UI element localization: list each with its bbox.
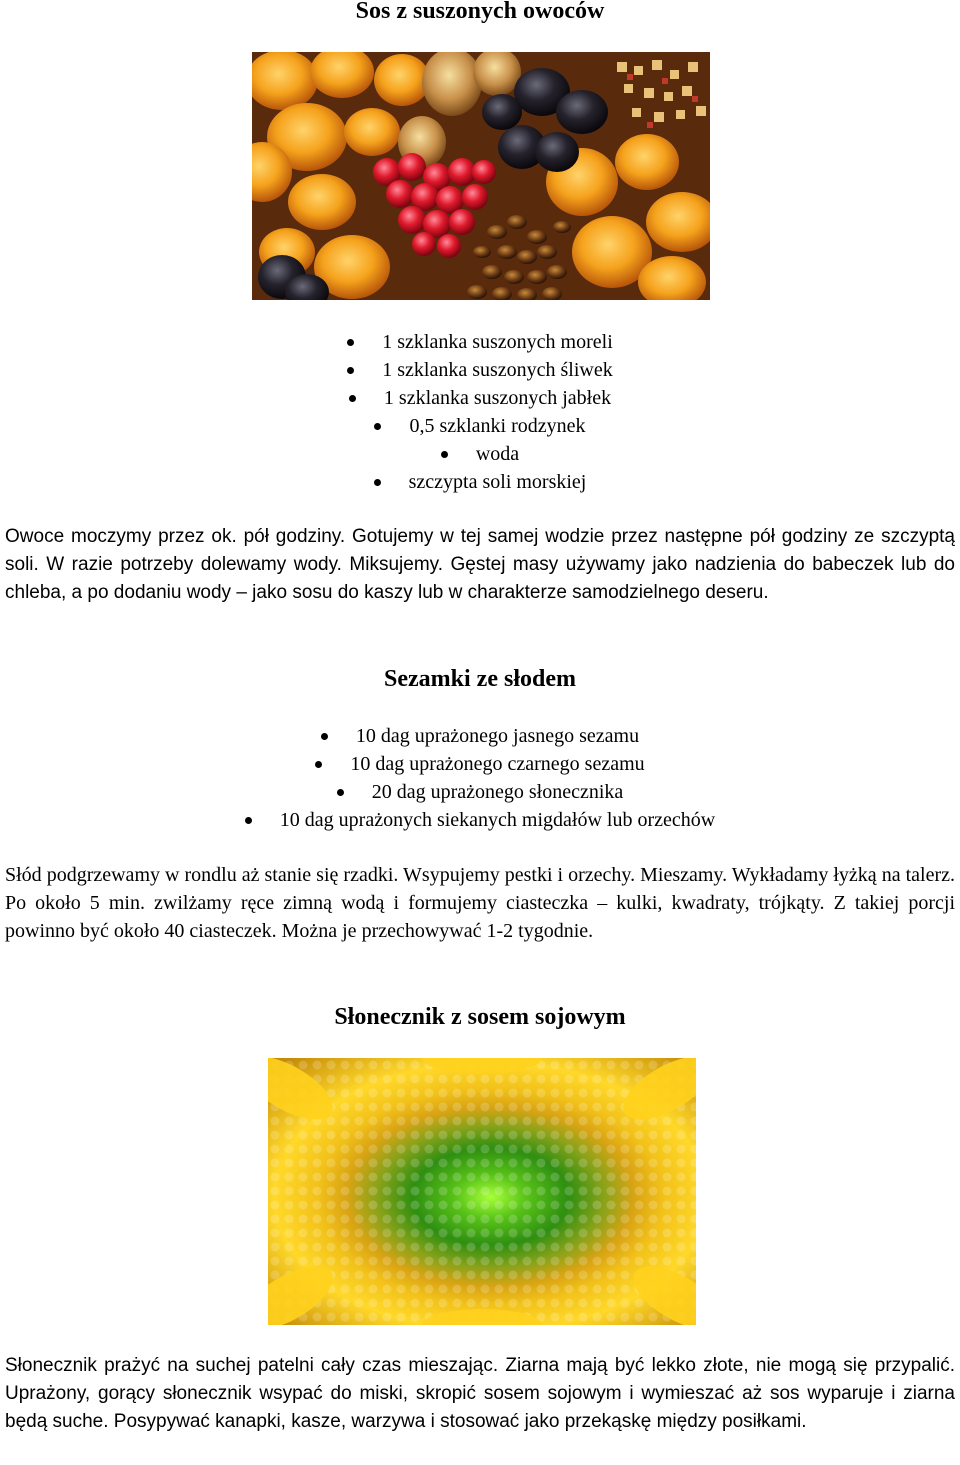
list-item: 10 dag uprażonych siekanych migdałów lub orzechów <box>0 806 960 834</box>
list-item: 1 szklanka suszonych jabłek <box>0 384 960 412</box>
list-item: 1 szklanka suszonych moreli <box>0 328 960 356</box>
instructions-sunflower: Słonecznik prażyć na suchej patelni cały czas mieszając. Ziarna mają być lekko złote, nie mogą się przypalić. Uprażony, gorący słonecznik wsypać do miski, skropić sosem sojowym i wymieszać aż sos wyparuje i ziarna będą suche. Posypywać kanapki, kasze, warzywa i stosować jako przekąskę między posiłkami. <box>5 1355 955 1432</box>
instructions-dried-fruit: Owoce moczymy przez ok. pół godziny. Gotujemy w tej samej wodzie przez następne pół godziny ze szczyptą soli. W razie potrzeby dolewamy wody. Miksujemy. Gęstej masy używamy jako nadzienia do babeczek lub do chleba, a po dodaniu wody – jako sosu do kaszy lub w charakterze samodzielnego deseru. <box>5 526 955 603</box>
sunflower-photo <box>268 1058 696 1325</box>
recipe-title-sunflower: Słonecznik z sosem sojowym <box>334 1004 626 1030</box>
ingredient-list-dried-fruit <box>0 328 960 496</box>
list-item: woda <box>0 440 960 468</box>
list-item: szczypta soli morskiej <box>0 468 960 496</box>
recipe-title-dried-fruit-sauce: Sos z suszonych owoców <box>355 0 605 24</box>
instructions-sesame: Słód podgrzewamy w rondlu aż stanie się rzadki. Wsypujemy pestki i orzechy. Mieszamy. Wykładamy łyżką na talerz. Po około 5 min. zwilżamy ręce zimną wodą i formujemy ciasteczka – kulki, kwadraty, trójkąty. Z takiej porcji powinno być około 40 ciasteczek. Można je przechowywać 1-2 tygodnie. <box>5 864 955 942</box>
list-item: 10 dag uprażonego jasnego sezamu <box>0 722 960 750</box>
list-item: 10 dag uprażonego czarnego sezamu <box>0 750 960 778</box>
dried-fruits-photo <box>252 52 710 300</box>
list-item: 1 szklanka suszonych śliwek <box>0 356 960 384</box>
recipe-title-sesame-bars: Sezamki ze słodem <box>384 666 576 692</box>
list-item: 0,5 szklanki rodzynek <box>0 412 960 440</box>
list-item: 20 dag uprażonego słonecznika <box>0 778 960 806</box>
ingredient-list-sesame <box>0 722 960 834</box>
